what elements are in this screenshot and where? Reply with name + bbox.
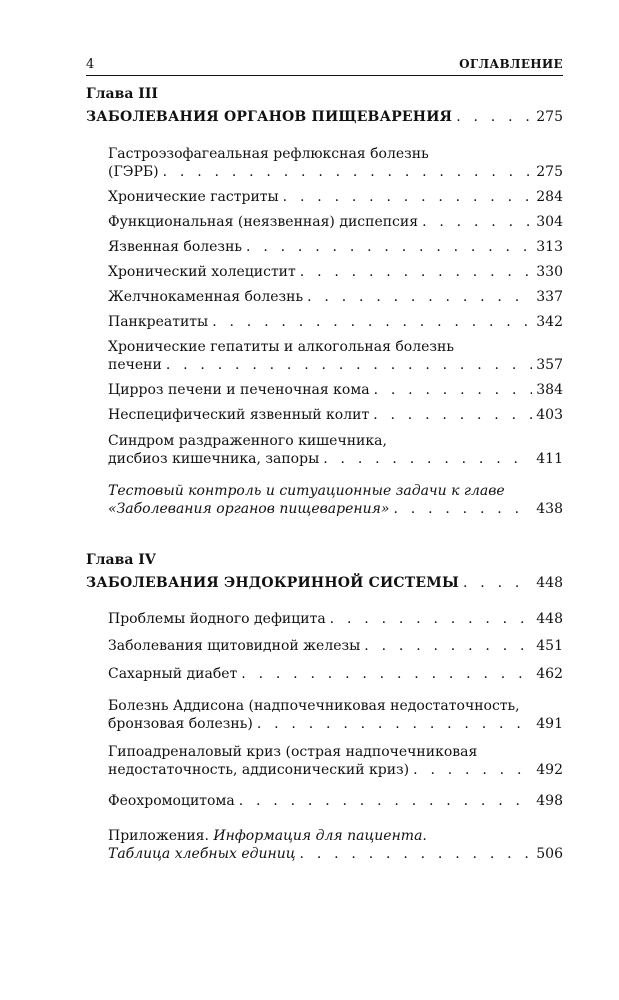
toc-entry-text: «Заболевания органов пищеварения» (108, 501, 390, 517)
page-ref: 506 (536, 846, 563, 862)
toc-entry-text: Заболевания щитовидной железы (108, 638, 361, 654)
toc-entry-line1: Синдром раздраженного кишечника, (108, 433, 387, 449)
leader-dots (307, 287, 532, 307)
toc-entry[interactable] (108, 212, 563, 232)
toc-entry-line1: Гипоадреналовый криз (острая надпочечниковая (108, 744, 478, 760)
page-ref: 357 (536, 357, 563, 373)
toc-entry[interactable] (108, 162, 563, 182)
leader-dots (323, 449, 532, 469)
toc-entry-text: бронзовая болезнь) (108, 716, 253, 732)
toc-entry-text: Хронический холецистит (108, 264, 296, 280)
leader-dots (374, 380, 533, 400)
toc-entry-line1: Болезнь Аддисона (надпочечниковая недостаточность, (108, 698, 520, 714)
appendix-subtitle: Информация для пациента. (213, 828, 427, 844)
toc-entry[interactable] (108, 355, 563, 375)
page-ref: 330 (536, 264, 563, 280)
toc-entry-text: (ГЭРБ) (108, 164, 159, 180)
chapter-4-title: ЗАБОЛЕВАНИЯ ЭНДОКРИННОЙ СИСТЕМЫ (86, 575, 459, 591)
chapter-4-title-entry[interactable] (86, 573, 563, 593)
leader-dots (463, 573, 532, 593)
toc-entry[interactable] (108, 380, 563, 400)
page-ref: 498 (536, 793, 563, 809)
toc-entry-text: печени (108, 357, 162, 373)
toc-entry-text: Цирроз печени и печеночная кома (108, 382, 370, 398)
toc-entry-text: Язвенная болезнь (108, 239, 243, 255)
toc-entry-line1: Хронические гепатиты и алкогольная болезнь (108, 339, 454, 355)
leader-dots (300, 262, 533, 282)
toc-entry[interactable] (108, 262, 563, 282)
leader-dots (163, 162, 533, 182)
page-ref: 304 (536, 214, 563, 230)
page-ref: 275 (536, 109, 563, 125)
toc-entry[interactable] (108, 499, 563, 519)
page-ref: 492 (536, 762, 563, 778)
leader-dots (212, 312, 532, 332)
running-header (86, 55, 563, 76)
page-ref: 275 (536, 164, 563, 180)
chapter-3-title: ЗАБОЛЕВАНИЯ ОРГАНОВ ПИЩЕВАРЕНИЯ (86, 109, 453, 125)
toc-entry-text: Феохромоцитома (108, 793, 235, 809)
leader-dots (241, 664, 532, 684)
leader-dots (300, 844, 533, 864)
toc-entry-text: недостаточность, аддисонический криз) (108, 762, 410, 778)
toc-entry-text: Проблемы йодного дефицита (108, 611, 326, 627)
page-ref: 284 (536, 189, 563, 205)
chapter-3-label: Глава III (86, 86, 158, 102)
toc-entry[interactable] (108, 760, 563, 780)
leader-dots (373, 405, 532, 425)
page-ref: 403 (536, 407, 563, 423)
leader-dots (330, 609, 533, 629)
leader-dots (413, 760, 532, 780)
toc-entry-text: Панкреатиты (108, 314, 209, 330)
leader-dots (456, 107, 532, 127)
toc-entry[interactable] (108, 664, 563, 684)
page-ref: 411 (536, 451, 563, 467)
toc-entry-text: Неспецифический язвенный колит (108, 407, 370, 423)
toc-entry[interactable] (108, 609, 563, 629)
toc-entry-text: Желчнокаменная болезнь (108, 289, 304, 305)
page-ref: 491 (536, 716, 563, 732)
toc-entry[interactable] (108, 449, 563, 469)
leader-dots (257, 714, 532, 734)
leader-dots (283, 187, 533, 207)
leader-dots (166, 355, 532, 375)
toc-entry-text: Функциональная (неязвенная) диспепсия (108, 214, 419, 230)
page-ref: 342 (536, 314, 563, 330)
toc-entry[interactable] (108, 312, 563, 332)
page-ref: 462 (536, 666, 563, 682)
page-ref: 384 (536, 382, 563, 398)
chapter-4-label: Глава IV (86, 552, 156, 568)
toc-entry[interactable] (108, 237, 563, 257)
toc-entry[interactable] (108, 791, 563, 811)
running-title: ОГЛАВЛЕНИЕ (459, 57, 563, 71)
toc-entry-line1 (108, 826, 427, 846)
toc-entry[interactable] (108, 405, 563, 425)
chapter-3-title-entry[interactable] (86, 107, 563, 127)
leader-dots (393, 499, 532, 519)
toc-entry-line1: Гастроэзофагеальная рефлюксная болезнь (108, 146, 429, 162)
page-ref: 313 (536, 239, 563, 255)
page-ref: 448 (536, 575, 563, 591)
toc-entry[interactable] (108, 187, 563, 207)
page-ref: 337 (536, 289, 563, 305)
page-ref: 451 (536, 638, 563, 654)
toc-entry[interactable] (108, 287, 563, 307)
appendix-label: Приложения. (108, 828, 209, 844)
leader-dots (246, 237, 532, 257)
leader-dots (239, 791, 533, 811)
toc-entry-text: Таблица хлебных единиц (108, 846, 296, 862)
toc-entry[interactable] (108, 844, 563, 864)
leader-dots (364, 636, 532, 656)
leader-dots (422, 212, 532, 232)
toc-entry-line1: Тестовый контроль и ситуационные задачи к главе (108, 483, 505, 499)
toc-entry-text: Сахарный диабет (108, 666, 238, 682)
page-ref: 438 (536, 501, 563, 517)
page-number: 4 (86, 57, 95, 72)
page-ref: 448 (536, 611, 563, 627)
toc-entry[interactable] (108, 714, 563, 734)
toc-entry-text: Хронические гастриты (108, 189, 279, 205)
toc-entry-text: дисбиоз кишечника, запоры (108, 451, 320, 467)
toc-entry[interactable] (108, 636, 563, 656)
